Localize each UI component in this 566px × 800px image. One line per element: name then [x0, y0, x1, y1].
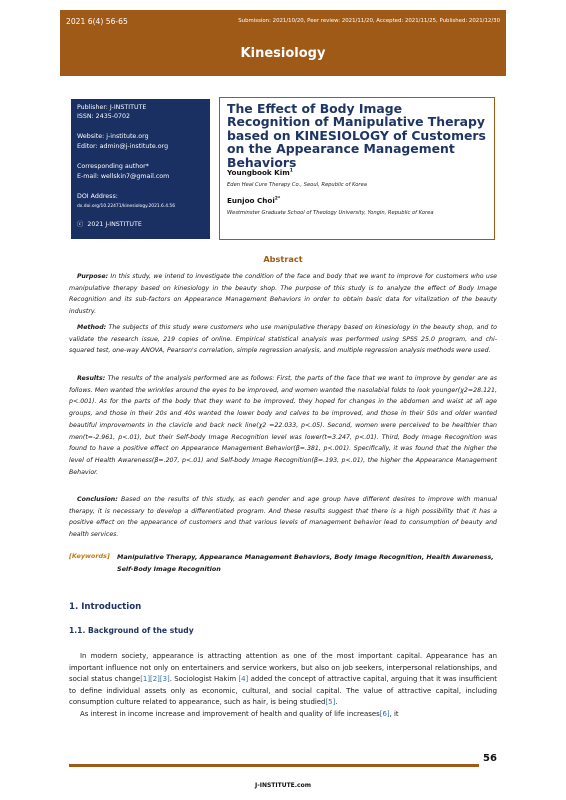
paper-title: The Effect of Body Image Recognition of Manipulative Therapy based on KINESIOLOGY of Customers on the Appearance Management Behaviors: [227, 101, 486, 170]
abstract-results: Results: The results of the analysis performed are as follows: First, the parts of the face that we want to improve by gender are as follows. Men wanted the wrinkles around the eyes to be improved, and women wanted the nasolabial folds to look younger(χ2=28.121, p<.001). As for the parts of the body that they want to be improved, they hoped for changes in the abdomen and waist at all age groups, and those in their 20s and 40s wanted the lower body and calves to be improved, and those in their 50s and older wanted beautiful improvements in the clavicle and back neck line(χ2 =22.033, p<.05). Second, women were perceived to be healthier than men(t=-2.961, p<.01), but their Self-body Image Recognition level was lower(t=3.247, p<.01). Third, Body Image Recognition was found to have a positive effect on Appearance Management Behavior(β=.381, p<.001). Specifically, it was found that the higher the level of Health Awareness(β=.207, p<.01) and Self-body Image Recognition(β=.193, p<.01), the higher the Appearance Management Behavior.: [69, 375, 497, 476]
submission-dates: Submission: 2021/10/20, Peer review: 2021/11/20, Accepted: 2021/11/25, Published: 2021/12/30: [238, 18, 500, 24]
publication-info-box: [71, 99, 210, 239]
subsection-heading: 1.1. Background of the study: [69, 626, 194, 635]
publisher: Publisher: J-INSTITUTE: [77, 104, 147, 111]
abstract-conclusion: Conclusion: Based on the results of this study, as each gender and age group have different desires to improve with manual therapy, it is necessary to develop a differentiated program. And these results suggest that there is a high possibility that it has a positive effect on the appearance of customers and that various levels of management behavior lead to consumption of beauty and health services.: [69, 496, 497, 539]
doi-link[interactable]: dx.doi.org/10.22471/kinesiology.2021.6.4.56: [77, 204, 176, 209]
intro-body: [69, 651, 497, 721]
citation-link[interactable]: [6]: [379, 709, 390, 718]
copyright-icon: ⓒ: [77, 221, 84, 228]
corresponding-author-label: Corresponding author*: [77, 163, 149, 170]
title-box: [219, 97, 495, 240]
journal-banner: [60, 10, 506, 76]
citation-link[interactable]: [1]: [140, 675, 151, 684]
website[interactable]: Website: j-institute.org: [77, 133, 149, 140]
volume-info: 2021 6(4) 56-65: [66, 17, 128, 26]
section-heading: 1. Introduction: [69, 602, 142, 612]
citation-link[interactable]: [4]: [238, 675, 249, 684]
paragraph: As interest in income increase and improvement of health and quality of life increases[6], it: [80, 709, 399, 718]
issn: ISSN: 2435-0702: [77, 113, 131, 120]
footer-site[interactable]: J-INSTITUTE.com: [255, 782, 311, 789]
footer-rule: [69, 764, 479, 767]
paragraph: In modern society, appearance is attracting attention as one of the most important capital. Appearance has an important influence not only on entertainers and service workers, but also on job seekers, interpersonal relationships, and social status change[1][2][3]. Sociologist Hakim [4] added the concept of attractive capital, arguing that it was insufficient to define individual assets only as economic, cultural, and social capital. The value of attractive capital, including consumption culture related to appearance, such as hair, is being studied[5].: [69, 652, 497, 707]
editor-email[interactable]: Editor: admin@j-institute.org: [77, 143, 169, 150]
keywords-label: [Keywords]: [69, 552, 110, 560]
corresponding-email[interactable]: E-mail: wellskin7@gmail.com: [77, 173, 170, 180]
affiliation-2: Westminster Graduate School of Theology University, Yongin, Republic of Korea: [227, 210, 434, 216]
author-1: Youngbook Kim$^1$: [227, 168, 293, 177]
author-2: Eunjoo Choi$^{2*}$: [227, 196, 281, 205]
citation-link[interactable]: [5]: [325, 698, 336, 707]
page-number: 56: [483, 753, 497, 764]
affiliation-1: Eden Heal Cure Therapy Co., Seoul, Republic of Korea: [227, 182, 367, 188]
doi-label: DOI Address:: [77, 193, 118, 200]
abstract-purpose: Purpose: In this study, we intend to investigate the condition of the face and body that we want to improve for customers who use manipulative therapy based on kinesiology in the beauty shop. The purpose of this study is to analyze the effect of Body Image Recognition and its sub-factors on Appearance Management Behaviors in order to obtain basic data for vitalization of the beauty industry.: [69, 273, 497, 316]
abstract-method: Method: The subjects of this study were customers who use manipulative therapy based on kinesiology in the beauty shop, and to validate the research issue, 219 copies of online. Empirical statistical analysis was performed using SPSS 25.0 program, and chi-squared test, one-way ANOVA, Pearson's correlation, simple regression analysis, and multiple regression analysis methods were used.: [69, 324, 497, 355]
abstract-heading: Abstract: [263, 254, 303, 264]
keywords-list: Manipulative Therapy, Appearance Management Behaviors, Body Image Recognition, Health Awareness, Self-Body Image Recognition: [117, 553, 494, 573]
copyright: ⓒ 2021 J-INSTITUTE: [77, 221, 142, 228]
citation-link[interactable]: [3]: [159, 675, 170, 684]
journal-name: Kinesiology: [240, 46, 326, 61]
citation-link[interactable]: [2]: [150, 675, 160, 684]
